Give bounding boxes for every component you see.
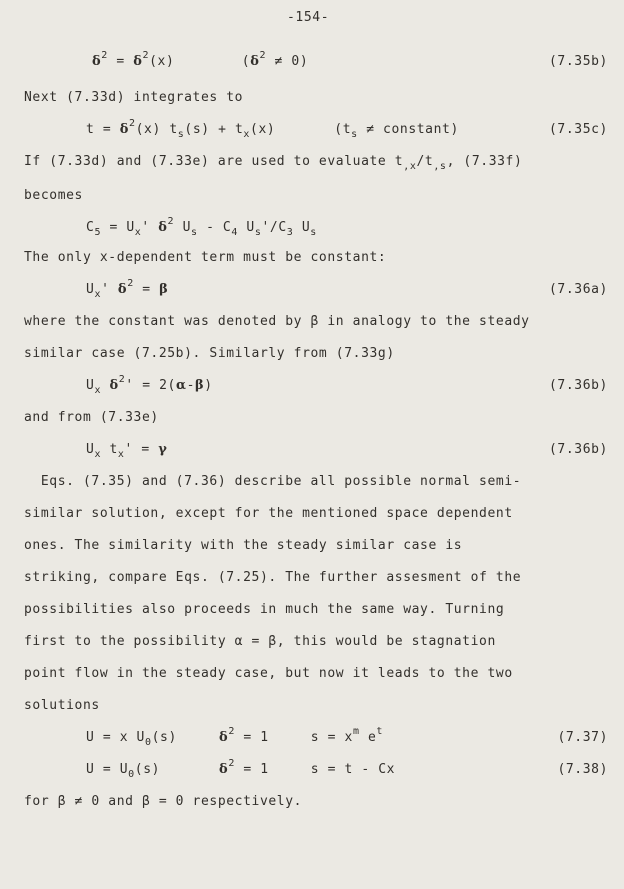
equation-7-36a: $U_x'$ $\delta^2 = \beta$ [86,278,169,300]
text-line: The only x-dependent term must be constant: [24,250,387,265]
equation-7-35b: $\delta^2 = \delta^2(x)$ $(\delta^2 \ne 0)$ [92,50,309,69]
paragraph-line: point flow in the steady case, but now it leads to the two [24,666,513,681]
equation-7-38: $U = U_0(s)$ $\delta^2 = 1$ s = t - Cx [86,758,396,780]
equation-7-35c: $t = \delta^2(x) t_s(s) + t_x(x)$ ($t_s$ ≠ constant) [86,118,459,140]
equation-7-37: U = x $U_0(s)$ $\delta^2 = 1$ $s = x^m$ $e^t$ [86,726,384,748]
equation-c5: $C_5 = U_x'$ $\delta^2$ $U_s - C_4$ $U_s'/C_3$ $U_s$ [86,216,317,238]
page-number: -154- [287,10,330,25]
equation-number: (7.37) [557,730,608,745]
equation-number: (7.36b) [549,442,608,457]
equation-number: (7.36b) [549,378,608,393]
text-line: Next (7.33d) integrates to [24,90,244,105]
paragraph-line: first to the possibility α = β, this would be stagnation [24,634,496,649]
paragraph-line: similar solution, except for the mentioned space dependent [24,506,513,521]
equation-number: (7.36a) [549,282,608,297]
equation-number: (7.35b) [549,54,608,69]
paragraph-line: Eqs. (7.35) and (7.36) describe all possible normal semi- [24,474,522,489]
text-line: becomes [24,188,83,203]
text-line: similar case (7.25b). Similarly from (7.33g) [24,346,395,361]
equation-number: (7.35c) [549,122,608,137]
paragraph-line: possibilities also proceeds in much the same way. Turning [24,602,505,617]
text-line: and from (7.33e) [24,410,159,425]
paragraph-line: ones. The similarity with the steady similar case is [24,538,463,553]
equation-7-36b: $U_x$ $\delta^2' = 2(\alpha-\beta)$ [86,374,213,396]
paragraph-line: solutions [24,698,100,713]
equation-number: (7.38) [557,762,608,777]
equation-7-36b-second: $U_x$ $t_x' = \gamma$ [86,442,168,460]
text-line: If (7.33d) and (7.33e) are used to evaluate $t_{,x}/t_{,s}$, (7.33f) [24,154,523,172]
paragraph-line: striking, compare Eqs. (7.25). The further assesment of the [24,570,522,585]
text-line: where the constant was denoted by β in analogy to the steady [24,314,530,329]
text-line: for β ≠ 0 and β = 0 respectively. [24,794,303,809]
